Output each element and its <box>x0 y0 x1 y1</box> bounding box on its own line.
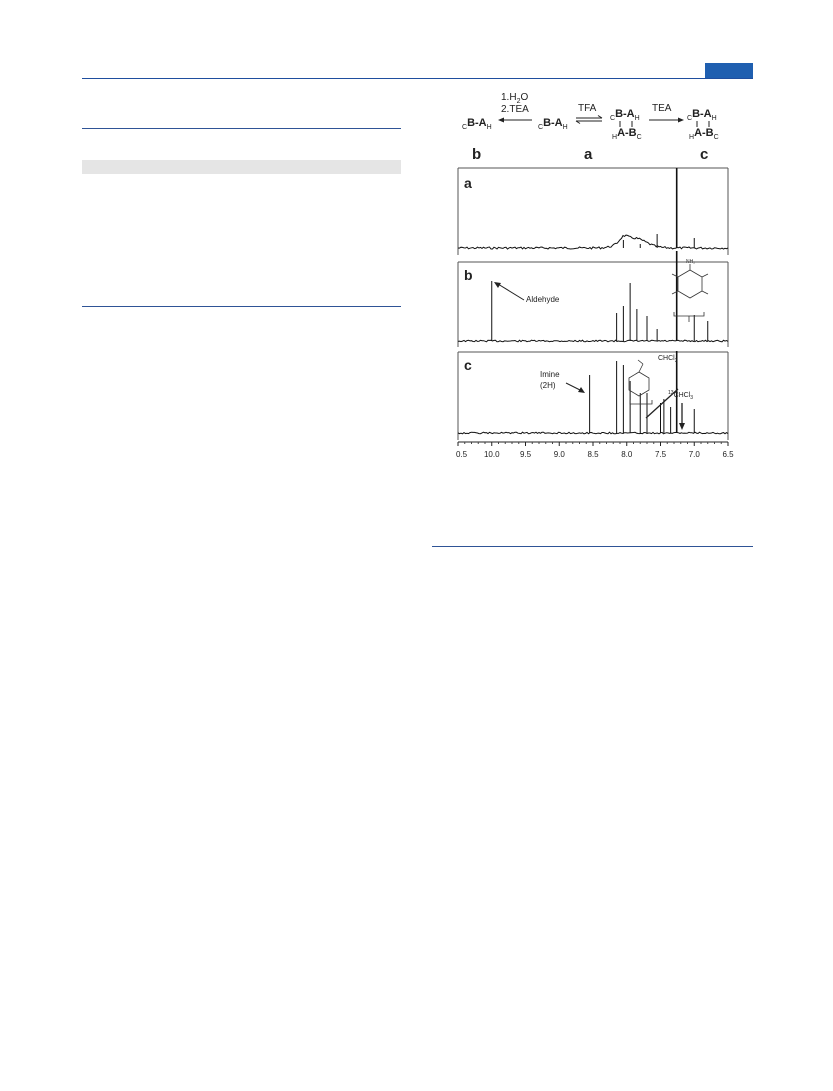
annotation-imine: Imine <box>540 370 560 379</box>
annotation-13chcl3: $^{13}$CHCl$_3$ <box>668 390 694 401</box>
reagent-tfa: TFA <box>578 103 597 114</box>
x-tick-label: 6.5 <box>722 450 734 459</box>
x-tick-label: 8.5 <box>587 450 599 459</box>
header-rule <box>82 78 753 79</box>
header-page-tab <box>705 63 753 78</box>
compound-label-a: a <box>584 146 593 163</box>
x-axis-ticks <box>456 442 734 459</box>
x-tick-label: 8.0 <box>621 450 633 459</box>
compound-b-structure: $_CB-A_H$ <box>462 117 492 131</box>
x-tick-label: 9.5 <box>519 450 532 459</box>
compound-label-b: b <box>472 146 482 163</box>
spectrum-trace-b <box>458 340 728 342</box>
compound-a-structure: $_CB-A_H$ <box>538 117 568 131</box>
chcl3-13-arrow <box>646 389 678 418</box>
right-column-rule <box>432 546 753 547</box>
spectrum-trace-c <box>458 432 728 434</box>
reagent-tea-right: TEA <box>652 103 672 114</box>
dimer-bottom-right: $_HA-B_C$ <box>689 127 719 141</box>
nmr-spectra-figure <box>440 160 740 470</box>
left-column-rule-top <box>82 128 401 129</box>
reagent-water: $1.H_2O$ <box>501 92 529 105</box>
dimer-top-left: $_CB-A_H$ <box>610 108 640 122</box>
left-column-rule-bottom <box>82 306 401 307</box>
panel-b-frame <box>458 262 728 347</box>
chcl3-13-arrow-head <box>679 423 685 430</box>
x-tick-label: 7.0 <box>688 450 700 459</box>
x-tick-label: 9.0 <box>553 450 565 459</box>
annotation-chcl3: CHCl$_3$ <box>658 355 678 364</box>
spectrum-trace-a <box>458 235 728 249</box>
scheme-arrows <box>440 90 740 150</box>
annotation-imine-2h: (2H) <box>540 381 556 390</box>
x-tick-label: 7.5 <box>654 450 667 459</box>
compound-label-c: c <box>700 146 709 163</box>
panel-b-label: b <box>464 267 473 283</box>
x-tick-label: 0.5 <box>456 450 468 459</box>
panel-c-label: c <box>464 357 472 373</box>
panel-a-label: a <box>464 175 472 191</box>
amine-label-nh2: NH₂ <box>686 259 696 265</box>
dimer-top-right: $_CB-A_H$ <box>687 108 717 122</box>
panel-a-frame <box>458 168 728 255</box>
left-column-table-header <box>82 160 401 174</box>
x-tick-label: 10.0 <box>483 450 500 459</box>
aldehyde-arrow <box>498 284 524 300</box>
dimer-bottom-left: $_HA-B_C$ <box>612 127 642 141</box>
annotation-aldehyde: Aldehyde <box>526 295 560 304</box>
reagent-tea-left: 2.TEA <box>501 104 529 115</box>
